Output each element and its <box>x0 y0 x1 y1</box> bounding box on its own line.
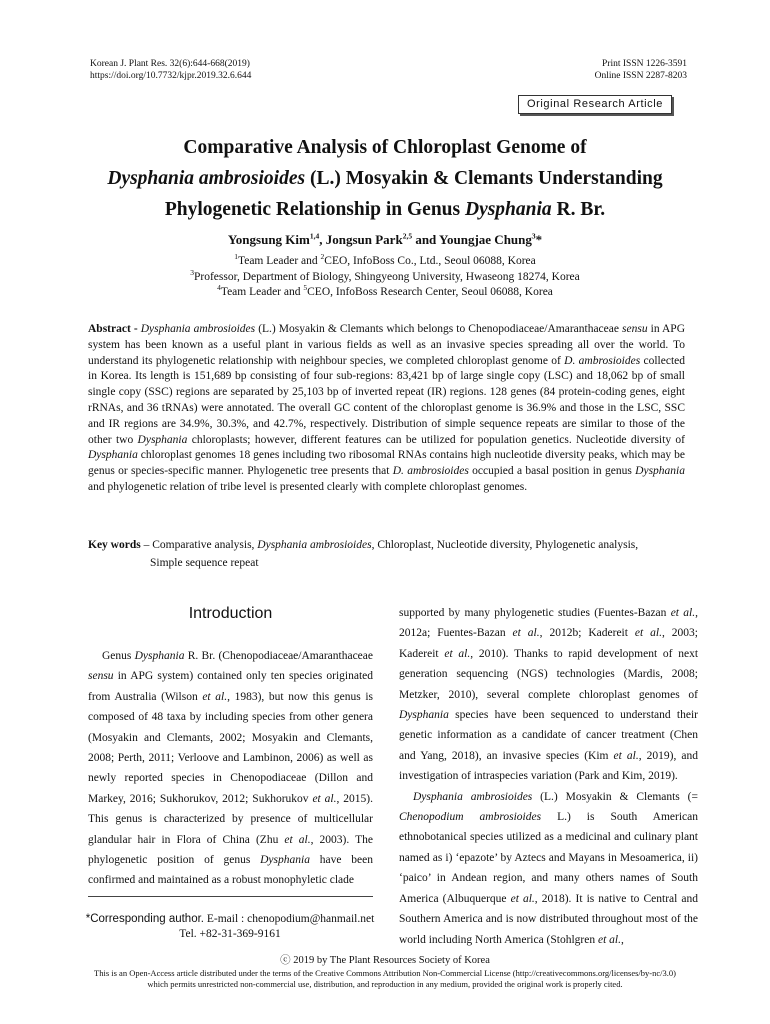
intro-right-column <box>399 603 698 950</box>
author-list: Yongsung Kim$^{1,4}$, Jongsun Park$^{2,5}$ and Youngjae Chung$^3$* <box>227 231 543 247</box>
intro-paragraph-2: Dysphania ambrosioides (L.) Mosyakin & Clemants (= Chenopodium ambrosioides L.) is South American ethnobotanical species utilized as a medicinal and culinary plant named as i) ‘epazote’ by Aztecs and Mayans in Mesoamerica, ii) ‘paico’ in Andean region, and many others names of South America (Albuquerque et al., 2018). It is native to Central and Southern America and is now distributed throughout most of the world including North America (Stohlgren et al., <box>399 790 698 946</box>
license-notice <box>40 968 730 990</box>
corresponding-email[interactable]: E-mail : chenopodium@hanmail.net <box>204 913 375 925</box>
keywords-label: Key words <box>88 539 141 551</box>
corresponding-author <box>75 912 385 942</box>
article-type-badge: Original Research Article <box>518 95 672 114</box>
title-line-3: Phylogenetic Relationship in Genus Dysphania R. Br. <box>164 199 606 220</box>
footnote-divider <box>88 896 373 897</box>
corresponding-tel: Tel. +82-31-369-9161 <box>179 928 281 940</box>
author-3: Youngjae Chung <box>439 232 532 247</box>
affiliations <box>70 254 700 301</box>
issn-info <box>595 58 687 82</box>
affiliation-3: $^4$Team Leader and $^5$CEO, InfoBoss Research Center, Seoul 06088, Korea <box>217 283 553 298</box>
abstract-label: Abstract - <box>88 323 141 335</box>
corresponding-label: *Corresponding author. <box>85 913 204 925</box>
author-2: Jongsun Park <box>325 232 403 247</box>
title-line-2: Dysphania ambrosioides (L.) Mosyakin & Clemants Understanding <box>107 168 663 189</box>
online-issn: Online ISSN 2287-8203 <box>594 71 687 81</box>
intro-left-column: Genus Dysphania R. Br. (Chenopodiaceae/Amaranthaceae sensu in APG system) contained only ten species originated from Australia (Wilson et al., 1983), but now this genus is composed of 48 taxa by including species from other genera (Mosyakin and Clemants, 2002; Mosyakin and Clemants, 2008; Perth, 2011; Verloove and Lambinon, 2006) as well as newly reported species in Chenopodiaceae (Dillon and Markey, 2016; Sukhorukov, 2012; Sukhorukov et al., 2015). This genus is characterized by presence of multicellular glandular hair in Flora of China (Zhu et al., 2003). The phylogenetic position of genus Dysphania have been confirmed and maintained as a robust monophyletic clade <box>88 650 373 887</box>
affiliation-2: $^3$Professor, Department of Biology, Shingyeong University, Hwaseong 18274, Korea <box>190 267 580 283</box>
journal-reference: Korean J. Plant Res. 32(6):644-668(2019) <box>90 59 250 69</box>
license-line-1: This is an Open-Access article distributed under the terms of the Creative Commons Attribution Non-Commercial License (http://creativecommons.org/licenses/by-nc/3.0) <box>94 968 676 978</box>
author-1: Yongsung Kim <box>227 232 310 247</box>
affiliation-1: $^1$Team Leader and $^2$CEO, InfoBoss Co., Ltd., Seoul 06088, Korea <box>234 252 536 267</box>
copyright-notice: ⓒ 2019 by The Plant Resources Society of Korea <box>280 955 490 966</box>
keywords: Key words – Comparative analysis, Dysphania ambrosioides, Chloroplast, Nucleotide diversity, Phylogenetic analysis, Simple sequence repeat <box>88 539 639 569</box>
print-issn: Print ISSN 1226-3591 <box>602 59 687 69</box>
journal-citation <box>90 58 251 82</box>
section-heading-introduction: Introduction <box>188 605 273 622</box>
abstract: Abstract - Dysphania ambrosioides (L.) Mosyakin & Clemants which belongs to Chenopodiaceae/Amaranthaceae sensu in APG system has been known as a useful plant in various fields as well as an invasive species spreading all over the world. To understand its phylogenetic relationship with neighbour species, we completed chloroplast genome of D. ambrosioides collected in Korea. Its length is 151,689 bp consisting of four sub-regions: 83,421 bp of large single copy (LSC) and 18,062 bp of small single copy (SSC) regions are separated by 25,103 bp of inverted repeat (IR) regions. 128 genes (84 protein-coding genes, eight rRNAs, and 36 tRNAs) were annotated. The overall GC content of the chloroplast genome is 36.9% and those in the LSC, SSC and IR regions are 34.9%, 30.3%, and 42.7%, respectively. Distribution of simple sequence repeats are similar to those of the other two Dysphania chloroplasts; however, different features can be utilized for population genetics. Nucleotide diversity of Dysphania chloroplast genomes 18 genes including two ribosomal RNAs contains high nucleotide diversity peaks, which may be genus or species-specific manner. Phylogenetic tree presents that D. ambrosioides occupied a basal position in genus Dysphania and phylogenetic relation of tribe level is presented clearly with complete chloroplast genomes. <box>88 323 686 493</box>
license-line-2: which permits unrestricted non-commercial use, distribution, and reproduction in any medium, provided the original work is properly cited. <box>147 979 623 989</box>
paper-title <box>70 132 700 225</box>
doi-link[interactable]: https://doi.org/10.7732/kjpr.2019.32.6.644 <box>90 71 252 81</box>
intro-paragraph-1: supported by many phylogenetic studies (Fuentes-Bazan et al., 2012a; Fuentes-Bazan et al., 2012b; Kadereit et al., 2003; Kadereit et al., 2010). Thanks to rapid development of next generation sequencing (NGS) technologies (Mardis, 2008; Metzker, 2010), several complete chloroplast genomes of Dysphania species have been sequenced to understand their genetic information as a candidate of cancer treatment (Chen and Yang, 2018), an invasive species (Kim et al., 2019), and investigation of intraspecies variation (Park and Kim, 2019). <box>399 607 699 783</box>
title-line-1: Comparative Analysis of Chloroplast Genome of <box>183 137 587 158</box>
